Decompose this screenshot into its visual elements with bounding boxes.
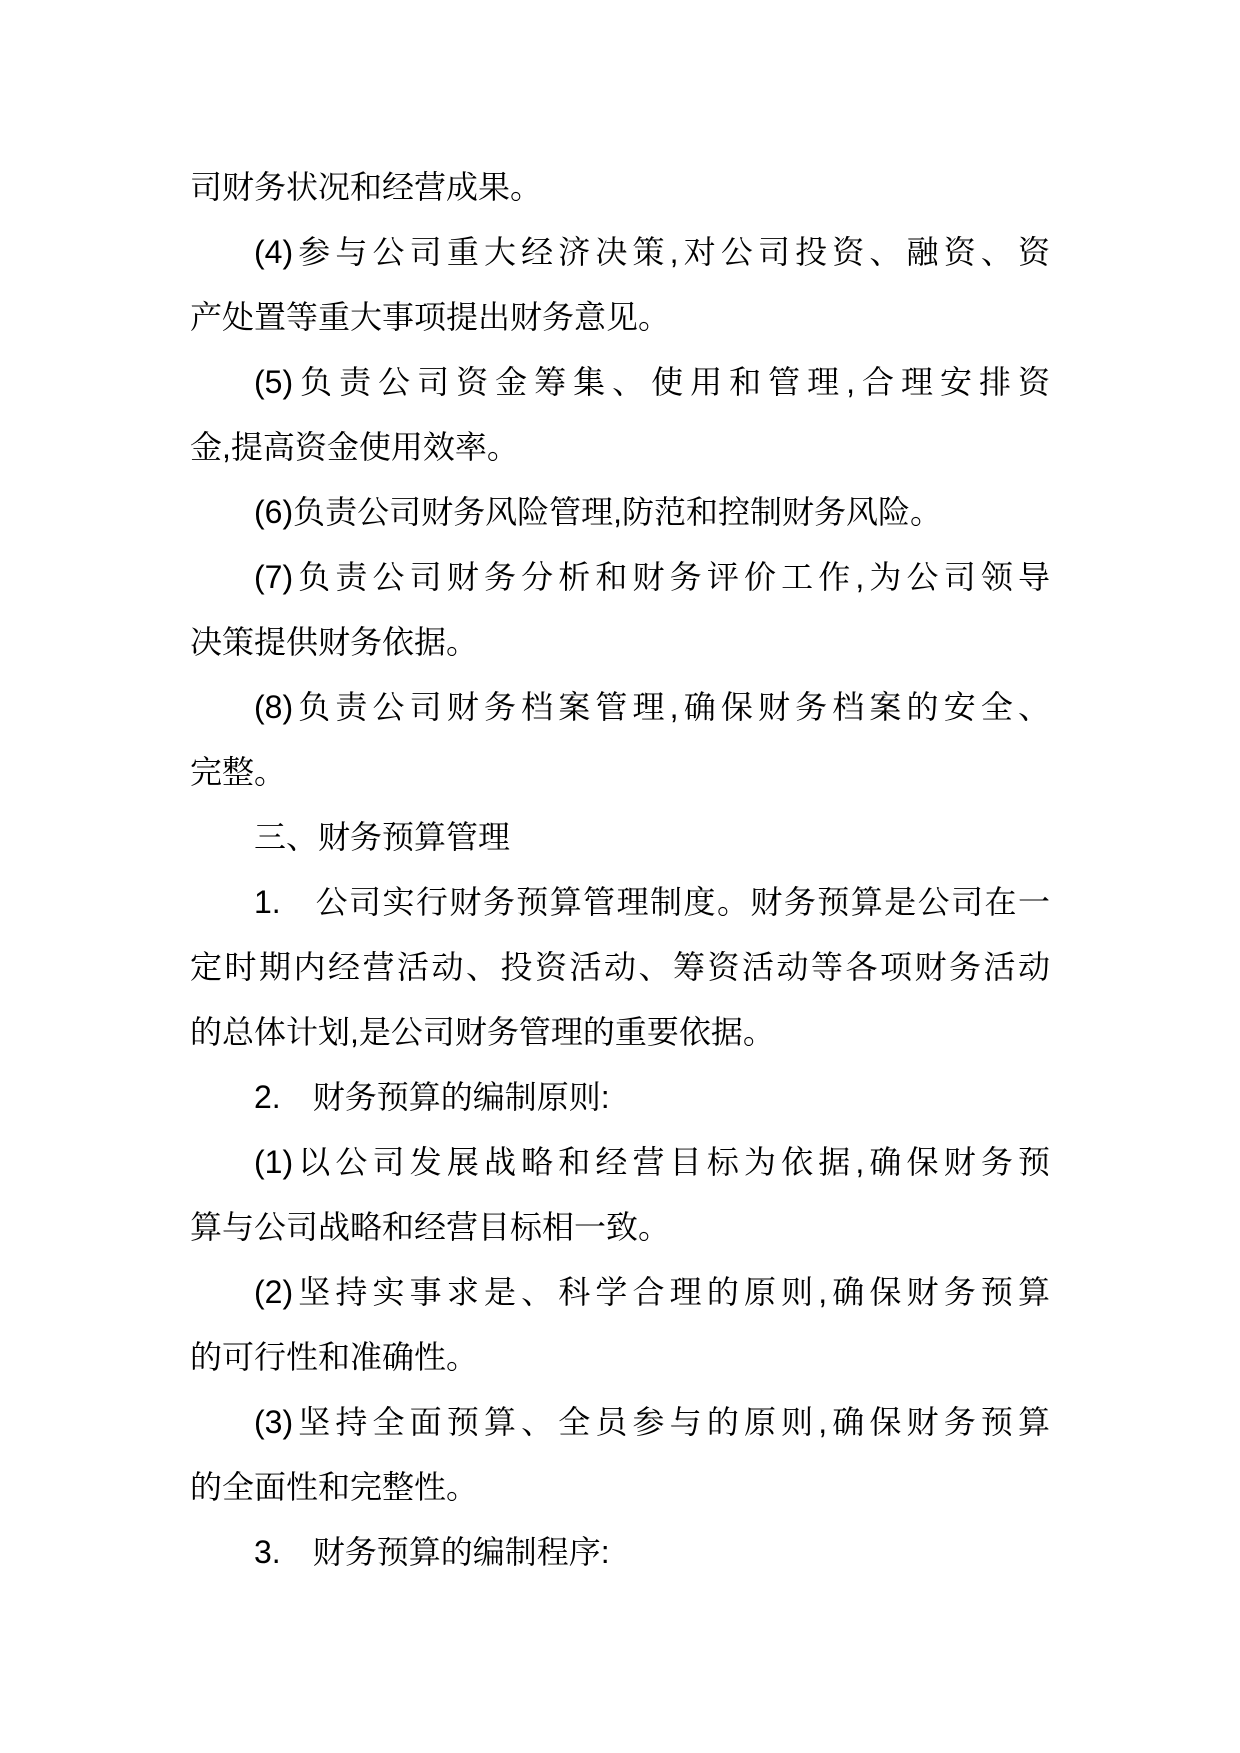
doc-line: 金,提高资金使用效率。 <box>190 429 519 465</box>
doc-line: (1)以公司发展战略和经营目标为依据,确保财务预 <box>254 1144 1050 1180</box>
doc-line: 算与公司战略和经营目标相一致。 <box>190 1209 671 1245</box>
doc-line: (4)参与公司重大经济决策,对公司投资、融资、资 <box>254 234 1050 270</box>
doc-line: 司财务状况和经营成果。 <box>190 169 543 205</box>
doc-line: (3)坚持全面预算、全员参与的原则,确保财务预算 <box>254 1404 1050 1440</box>
doc-line: 2. 财务预算的编制原则: <box>254 1079 610 1115</box>
doc-line: (2)坚持实事求是、科学合理的原则,确保财务预算 <box>254 1274 1050 1310</box>
doc-line: 决策提供财务依据。 <box>190 624 479 660</box>
doc-section-heading: 三、财务预算管理 <box>254 819 511 855</box>
doc-line: 的全面性和完整性。 <box>190 1469 479 1505</box>
doc-line: 定时期内经营活动、投资活动、筹资活动等各项财务活动 <box>190 949 1050 985</box>
doc-line: 产处置等重大事项提出财务意见。 <box>190 299 671 335</box>
doc-line: 的可行性和准确性。 <box>190 1339 479 1375</box>
doc-line: 1. 公司实行财务预算管理制度。财务预算是公司在一 <box>254 884 1050 920</box>
doc-line: 的总体计划,是公司财务管理的重要依据。 <box>190 1014 775 1050</box>
doc-line: (7)负责公司财务分析和财务评价工作,为公司领导 <box>254 559 1050 595</box>
doc-line: (5)负责公司资金筹集、使用和管理,合理安排资 <box>254 364 1050 400</box>
doc-line: (6)负责公司财务风险管理,防范和控制财务风险。 <box>254 494 943 530</box>
doc-line: 完整。 <box>190 754 287 790</box>
doc-line: 3. 财务预算的编制程序: <box>254 1534 610 1570</box>
doc-line: (8)负责公司财务档案管理,确保财务档案的安全、 <box>254 689 1050 725</box>
